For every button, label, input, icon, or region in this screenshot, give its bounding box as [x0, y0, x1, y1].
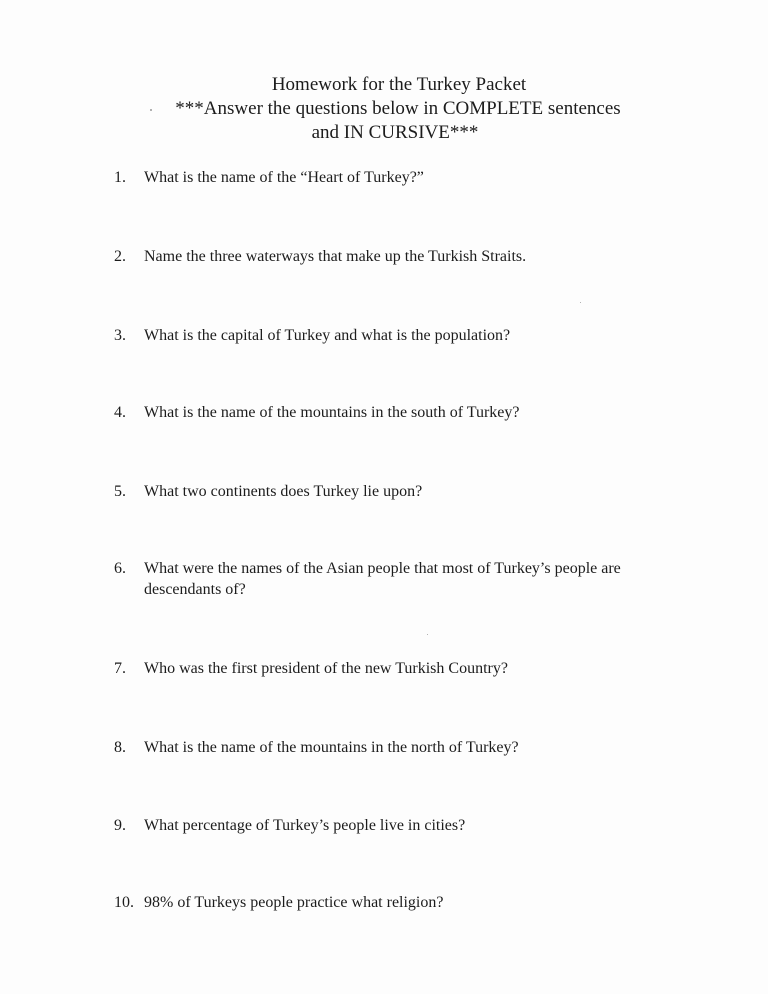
question-number: 9. — [114, 817, 126, 834]
question-text: What is the name of the mountains in the south of Turkey? — [144, 404, 520, 421]
scan-speck — [427, 634, 428, 635]
question-3 — [114, 325, 674, 346]
worksheet-header — [0, 73, 768, 145]
question-number: 8. — [114, 739, 126, 756]
question-number: 10. — [114, 894, 134, 911]
question-2 — [114, 246, 674, 267]
question-6 — [114, 558, 654, 600]
scan-speck — [580, 302, 581, 303]
question-number: 2. — [114, 248, 126, 265]
question-5 — [114, 481, 674, 502]
question-text: What two continents does Turkey lie upon? — [144, 483, 423, 500]
scan-speck — [150, 109, 152, 111]
question-10 — [114, 892, 674, 913]
question-number: 4. — [114, 404, 126, 421]
question-number: 7. — [114, 660, 126, 677]
question-text: 98% of Turkeys people practice what religion? — [144, 894, 444, 911]
question-number: 3. — [114, 327, 126, 344]
question-text: Name the three waterways that make up the Turkish Straits. — [144, 248, 527, 265]
question-text: What is the name of the mountains in the north of Turkey? — [144, 739, 519, 756]
question-4 — [114, 402, 674, 423]
question-9 — [114, 815, 674, 836]
question-text: What is the name of the “Heart of Turkey?” — [144, 169, 424, 186]
page-title: Homework for the Turkey Packet — [271, 74, 527, 95]
question-text: What is the capital of Turkey and what is the population? — [144, 327, 511, 344]
question-1 — [114, 167, 674, 188]
question-number: 6. — [114, 560, 126, 577]
question-7 — [114, 658, 674, 679]
question-number: 1. — [114, 169, 126, 186]
instructions-line-1: ***Answer the questions below in COMPLETE sentences — [175, 98, 621, 119]
question-text: What percentage of Turkey’s people live in cities? — [144, 817, 466, 834]
question-8 — [114, 737, 674, 758]
question-text: Who was the first president of the new Turkish Country? — [144, 660, 508, 677]
instructions-line-2: and IN CURSIVE*** — [311, 122, 479, 143]
question-number: 5. — [114, 483, 126, 500]
question-text: What were the names of the Asian people that most of Turkey’s people are descendants of? — [144, 560, 621, 598]
